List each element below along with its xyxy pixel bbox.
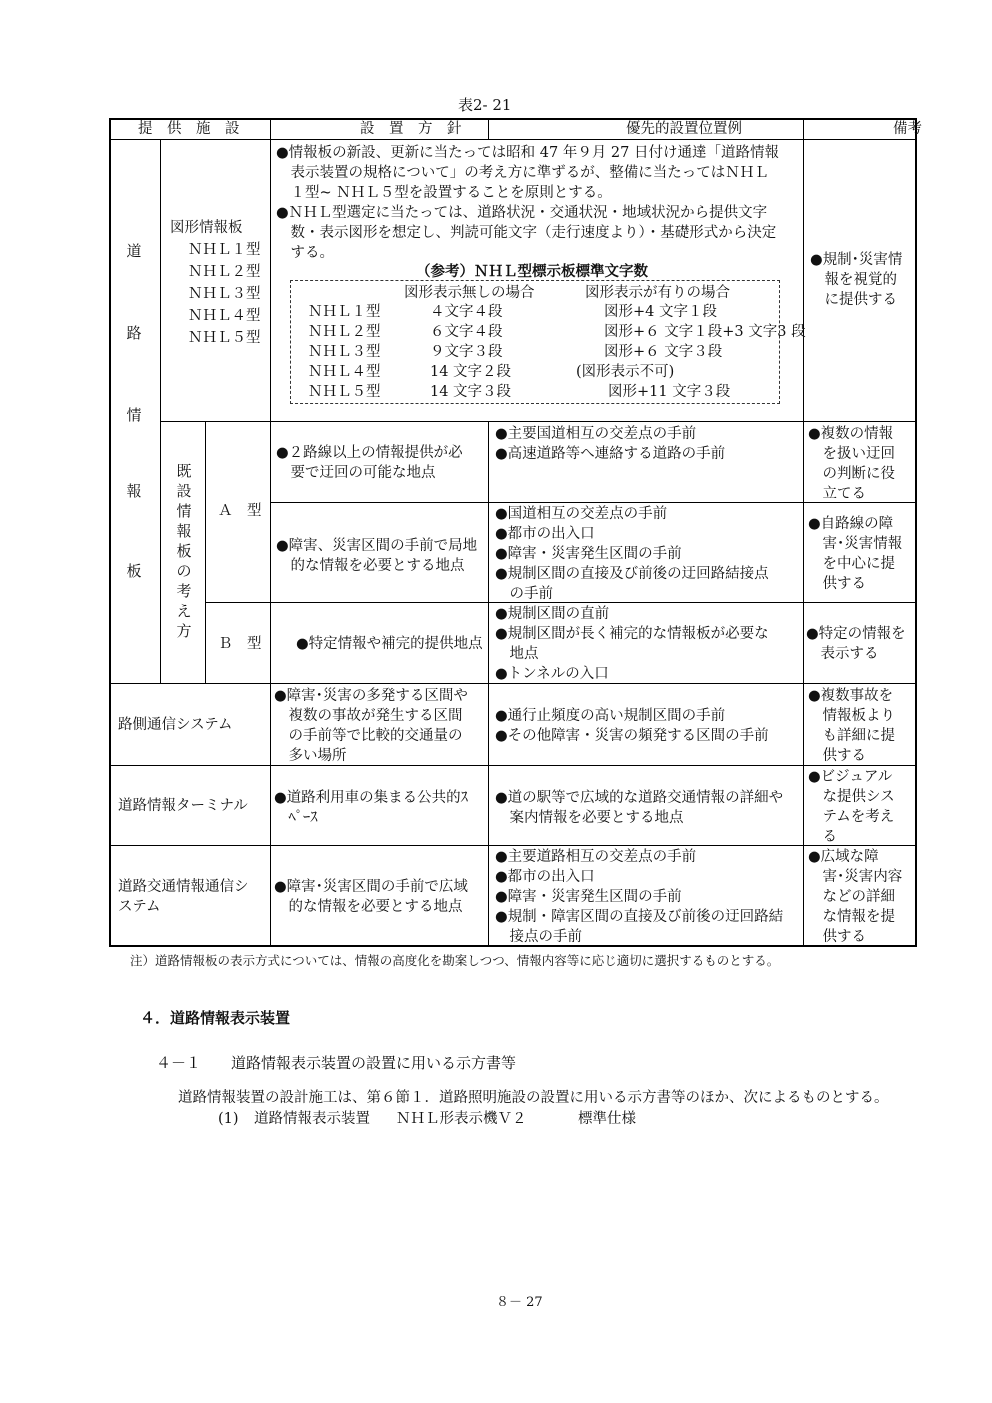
vertical-char: 既	[176, 462, 192, 480]
reference-no-graphic: 14 文字２段	[430, 364, 512, 380]
terminal-priority: 案内情報を必要とする地点	[495, 810, 684, 826]
graphic-board-type-3: ＮＨＬ３型	[188, 286, 261, 302]
reference-graphic: 図形+６ 文字１段+3 文字3 段	[604, 324, 806, 340]
table-border-right	[915, 118, 917, 947]
table-border-left	[109, 118, 111, 947]
remarks-line: ●規制･災害情	[810, 252, 903, 268]
reference-graphic: 図形+６ 文字３段	[604, 344, 723, 360]
type-b-priority: ●規制区間が長く補完的な情報板が必要な	[495, 626, 769, 642]
graphic-board-type-5: ＮＨＬ５型	[188, 330, 261, 346]
type-a-row1-policy: ●２路線以上の情報提供が必	[276, 445, 463, 461]
type-b-priority: 地点	[495, 646, 539, 662]
vertical-char: 考	[176, 582, 192, 600]
reference-type: ＮＨＬ１型	[308, 304, 381, 320]
type-b-label: Ｂ 型	[218, 636, 262, 652]
traffic-system-priority: ●障害・災害発生区間の手前	[495, 889, 682, 905]
traffic-system-label: 道路交通情報通信シ	[118, 879, 249, 895]
roadside-remarks: 情報板より	[808, 708, 895, 724]
policy-line: 数・表示図形を想定し、判読可能文字（走行速度より）・基礎形式から決定	[276, 225, 777, 241]
reference-col-no-graphic: 図形表示無しの場合	[404, 285, 535, 301]
body-paragraph: 道路情報装置の設計施工は、第６節１．道路照明施設の設置に用いる示方書等のほか、次によるものとする。	[178, 1090, 889, 1106]
row-line-1	[160, 421, 916, 422]
terminal-policy: ﾍﾟｰｽ	[274, 810, 318, 826]
type-a-label: Ａ 型	[218, 503, 262, 519]
reference-col-graphic: 図形表示が有りの場合	[585, 285, 730, 301]
traffic-system-remarks: 害･災害内容	[808, 869, 903, 885]
row-line-3	[205, 602, 916, 603]
header-divider	[110, 139, 916, 140]
reference-graphic: 図形+4 文字１段	[604, 304, 717, 320]
reference-graphic: 図形+11 文字３段	[608, 384, 731, 400]
col-line-remarks	[803, 118, 804, 947]
page-number: ８－ 27	[496, 1295, 543, 1310]
terminal-policy: ●道路利用車の集まる公共的ｽ	[274, 790, 468, 806]
remarks-line: に提供する	[810, 292, 897, 308]
graphic-board-title: 図形情報板	[170, 220, 243, 236]
type-b-priority: ●規制区間の直前	[495, 606, 610, 622]
type-a-row1-remarks: の判断に役	[808, 466, 895, 482]
type-a-row1-remarks: 立てる	[808, 486, 866, 502]
traffic-system-policy: ●障害･災害区間の手前で広域	[274, 879, 468, 895]
traffic-system-priority: ●規制・障害区間の直接及び前後の迂回路結	[495, 909, 784, 925]
policy-line: ●情報板の新設、更新に当たっては昭和 47 年９月 27 日付け通達「道路情報	[276, 145, 779, 161]
row-line-6	[110, 845, 916, 846]
terminal-remarks: テムを考え	[808, 809, 895, 825]
vertical-char: 板	[126, 562, 142, 580]
section-4-1-title: ４－１ 道路情報表示装置の設置に用いる示方書等	[156, 1054, 517, 1072]
type-a-row2-remarks: ●自路線の障	[808, 516, 894, 532]
terminal-remarks: る	[808, 829, 837, 845]
header-remarks: 備考	[893, 121, 922, 137]
traffic-system-remarks: ●広域な障	[808, 849, 879, 865]
item-1-number: (1)	[218, 1111, 239, 1127]
vertical-char: 情	[176, 502, 192, 520]
traffic-system-remarks: などの詳細	[808, 889, 895, 905]
vertical-char: 情	[126, 406, 142, 424]
roadside-policy: の手前等で比較的交通量の	[274, 728, 463, 744]
type-a-row1-remarks: を扱い迂回	[808, 446, 895, 462]
type-a-row2-remarks: 供する	[808, 576, 866, 592]
col-line-policy	[488, 421, 489, 947]
terminal-remarks: な提供シス	[808, 789, 895, 805]
item-1-spec: 標準仕様	[578, 1111, 636, 1127]
graphic-board-type-4: ＮＨＬ４型	[188, 308, 261, 324]
graphic-board-type-2: ＮＨＬ２型	[188, 264, 261, 280]
roadside-policy: 多い場所	[274, 748, 347, 764]
reference-type: ＮＨＬ４型	[308, 364, 381, 380]
header-policy: 設 置 方 針	[360, 121, 462, 137]
policy-line: ●ＮＨＬ型選定に当たっては、道路状況・交通状況・地域状況から提供文字	[276, 205, 768, 221]
roadside-remarks: 供する	[808, 748, 866, 764]
reference-type: ＮＨＬ２型	[308, 324, 381, 340]
type-b-remarks: ●特定の情報を	[806, 626, 906, 642]
roadside-remarks: ●複数事故を	[808, 688, 894, 704]
vertical-char: 設	[176, 482, 192, 500]
traffic-system-label: ステム	[118, 899, 161, 915]
type-b-priority: ●トンネルの入口	[495, 666, 609, 682]
reference-title: （参考）ＮＨＬ型標示板標準文字数	[416, 264, 648, 280]
traffic-system-priority: ●主要道路相互の交差点の手前	[495, 849, 697, 865]
graphic-board-type-1: ＮＨＬ１型	[188, 242, 261, 258]
terminal-label: 道路情報ターミナル	[118, 798, 248, 814]
terminal-priority: ●道の駅等で広域的な道路交通情報の詳細や	[495, 790, 784, 806]
item-1-model: ＮＨＬ形表示機Ｖ２	[396, 1111, 527, 1127]
type-a-row1-remarks: ●複数の情報	[808, 426, 894, 442]
table-title: 表2- 21	[458, 96, 512, 114]
type-a-row2-policy: ●障害、災害区間の手前で局地	[276, 538, 478, 554]
terminal-remarks: ●ビジュアル	[808, 769, 893, 785]
traffic-system-policy: 的な情報を必要とする地点	[274, 899, 463, 915]
reference-no-graphic: 14 文字３段	[430, 384, 512, 400]
vertical-char: 路	[126, 324, 142, 342]
roadside-priority: ●その他障害・災害の頻発する区間の手前	[495, 728, 769, 744]
type-a-row1-policy: 要で迂回の可能な地点	[276, 465, 436, 481]
type-a-row2-priority: ●国道相互の交差点の手前	[495, 506, 668, 522]
reference-no-graphic: ４文字４段	[430, 304, 503, 320]
row-line-5	[110, 765, 916, 766]
type-a-row2-remarks: 害･災害情報	[808, 536, 903, 552]
roadside-priority: ●通行止頻度の高い規制区間の手前	[495, 708, 726, 724]
traffic-system-remarks: 供する	[808, 929, 866, 945]
vertical-char: 板	[176, 542, 192, 560]
col-line-policy-header	[488, 118, 489, 140]
vertical-char: の	[176, 562, 192, 580]
type-a-row2-priority: の手前	[495, 586, 553, 602]
table-note: 注）道路情報板の表示方式については、情報の高度化を勘案しつつ、情報内容等に応じ適切に選択するものとする。	[130, 953, 780, 968]
col-line-facility	[270, 118, 271, 947]
reference-graphic: (図形表示不可)	[576, 364, 675, 380]
reference-type: ＮＨＬ５型	[308, 384, 381, 400]
item-1-name: 道路情報表示装置	[254, 1111, 370, 1127]
traffic-system-remarks: な情報を提	[808, 909, 895, 925]
reference-type: ＮＨＬ３型	[308, 344, 381, 360]
col-line-road-vertical	[160, 140, 161, 683]
roadside-remarks: も詳細に提	[808, 728, 895, 744]
type-a-row2-policy: 的な情報を必要とする地点	[276, 558, 465, 574]
type-b-policy: ●特定情報や補完的提供地点	[296, 636, 483, 652]
policy-line: する。	[276, 245, 334, 261]
traffic-system-priority: 接点の手前	[495, 929, 582, 945]
type-a-row2-remarks: を中心に提	[808, 556, 895, 572]
reference-no-graphic: ９文字３段	[430, 344, 503, 360]
type-a-row1-priority: ●主要国道相互の交差点の手前	[495, 426, 697, 442]
vertical-char: 報	[176, 522, 192, 540]
existing-board-label	[172, 461, 196, 641]
header-facility: 提 供 施 設	[138, 121, 240, 137]
roadside-policy: ●障害･災害の多発する区間や	[274, 688, 468, 704]
roadside-policy: 複数の事故が発生する区間	[274, 708, 463, 724]
vertical-char: 道	[126, 242, 142, 260]
traffic-system-priority: ●都市の出入口	[495, 869, 595, 885]
col-line-existing	[205, 421, 206, 683]
vertical-char: え	[176, 602, 192, 620]
type-a-row1-priority: ●高速道路等へ連絡する道路の手前	[495, 446, 726, 462]
policy-line: 表示装置の規格について」の考え方に準ずるが、整備に当たってはＮＨＬ	[276, 165, 769, 181]
policy-line: １型~ ＮＨＬ５型を設置することを原則とする。	[276, 185, 612, 201]
road-info-board-label	[123, 240, 145, 590]
type-a-row2-priority: ●障害・災害発生区間の手前	[495, 546, 682, 562]
remarks-line: 報を視覚的	[810, 272, 897, 288]
section-4-title: ４．道路情報表示装置	[140, 1009, 291, 1027]
roadside-label: 路側通信システム	[118, 717, 233, 733]
type-b-remarks: 表示する	[806, 646, 879, 662]
vertical-char: 報	[126, 482, 142, 500]
vertical-char: 方	[176, 622, 192, 640]
type-a-row2-priority: ●都市の出入口	[495, 526, 595, 542]
reference-no-graphic: ６文字４段	[430, 324, 503, 340]
header-priority: 優先的設置位置例	[626, 121, 742, 137]
type-a-row2-priority: ●規制区間の直接及び前後の迂回路結接点	[495, 566, 769, 582]
